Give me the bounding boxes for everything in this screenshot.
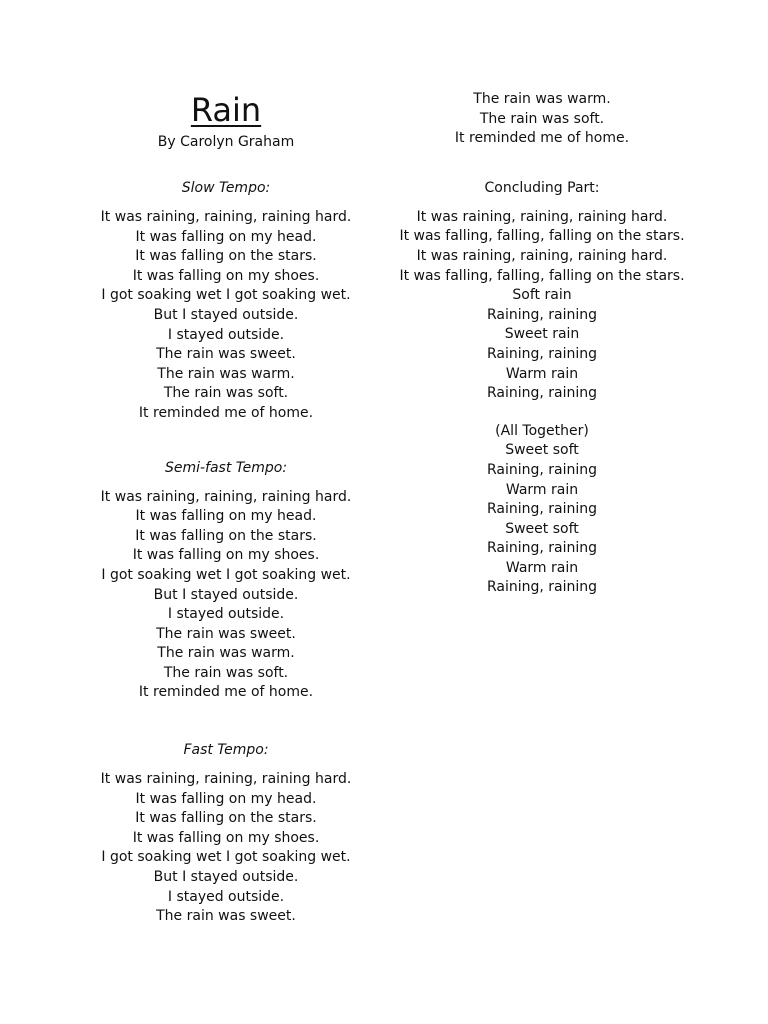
poem-line: The rain was sweet. [156,908,296,925]
poem-line: It was raining, raining, raining hard. [100,209,352,225]
section-heading-concluding: Concluding Part: [484,179,600,196]
poem-line: The rain was sweet. [156,625,296,642]
stanza-fast-continued [396,90,688,149]
poem-line: (All Together) [495,422,589,439]
poem-line: The rain was soft. [163,664,289,681]
poem-line: The rain was soft. [479,110,605,127]
poem-line: I got soaking wet I got soaking wet. [101,849,351,866]
poem-line: It was falling on my head. [135,508,317,525]
stanza-concluding [396,208,688,404]
section-heading-slow: Slow Tempo: [181,180,271,196]
poem-line: I got soaking wet I got soaking wet. [101,566,351,583]
poem-line: Warm rain [505,559,579,576]
poem-line: Raining, raining [486,345,598,362]
section-heading-fast: Fast Tempo: [183,742,269,759]
author-byline: By Carolyn Graham [157,134,295,150]
stanza-all-together [396,422,688,598]
poem-line: It was raining, raining, raining hard. [416,208,668,225]
poem-line: It was falling on the stars. [135,527,317,544]
poem-line: It was falling on the stars. [135,810,317,827]
stanza-semifast [80,488,372,704]
poem-line: But I stayed outside. [153,306,299,323]
poem-line: Sweet soft [505,442,579,459]
poem-line: It was falling, falling, falling on the stars. [399,228,685,245]
poem-line: It reminded me of home. [454,130,630,147]
right-column [396,90,688,598]
poem-line: But I stayed outside. [153,869,299,886]
poem-line: It was falling on my shoes. [132,547,320,564]
poem-line: Raining, raining [486,501,598,518]
poem-line: The rain was sweet. [156,346,296,363]
poem-line: Raining, raining [486,306,598,323]
poem-line: I stayed outside. [167,326,285,343]
poem-line: It was raining, raining, raining hard. [416,247,668,264]
poem-line: I stayed outside. [167,888,285,905]
page-title: Rain [190,91,262,129]
poem-line: It was falling on my shoes. [132,829,320,846]
poem-line: It reminded me of home. [138,684,314,701]
poem-line: It was raining, raining, raining hard. [100,771,352,788]
poem-line: Warm rain [505,481,579,498]
poem-line: It was falling, falling, falling on the stars. Soft rain [399,267,685,304]
poem-line: Raining, raining [486,461,598,478]
poem-line: Sweet soft [505,520,579,537]
poem-line: The rain was soft. [163,385,289,402]
left-column [80,90,372,927]
poem-line: But I stayed outside. [153,586,299,603]
poem-line: Raining, raining [486,540,598,557]
poem-line: It was falling on my head. [135,228,317,245]
poem-line: The rain was warm. [473,91,611,107]
poem-line: It was falling on the stars. [135,248,317,265]
poem-line: Warm rain [505,365,579,382]
poem-line: I stayed outside. [167,606,285,623]
section-heading-semifast: Semi-fast Tempo: [164,459,288,476]
poem-line: It was raining, raining, raining hard. [100,488,352,505]
poem-line: The rain was warm. [157,645,295,662]
poem-line: It was falling on my head. [135,790,317,807]
poem-line: The rain was warm. [157,365,295,382]
poem-line: I got soaking wet I got soaking wet. [101,287,351,304]
poem-line: Raining, raining [486,385,598,402]
poem-line: It was falling on my shoes. [132,267,320,284]
stanza-slow [80,208,372,424]
poem-line: Raining, raining [486,579,598,596]
stanza-fast [80,770,372,927]
poem-line: It reminded me of home. [138,404,314,421]
poem-line: Sweet rain [504,326,580,343]
